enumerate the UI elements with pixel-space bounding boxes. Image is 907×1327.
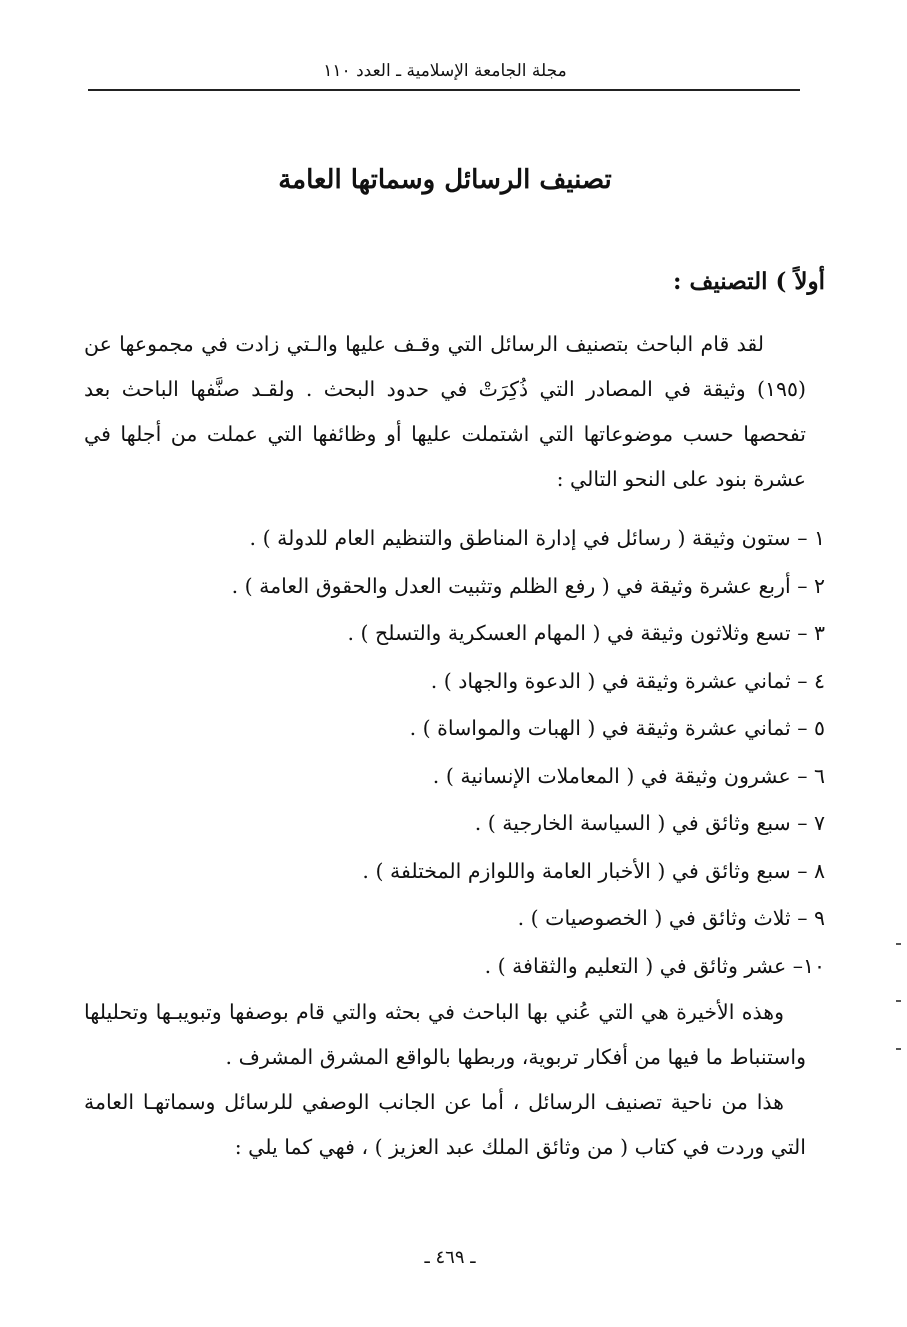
header-rule bbox=[88, 89, 800, 91]
running-header: مجلة الجامعة الإسلامية ـ العدد ١١٠ bbox=[323, 61, 567, 81]
list-item: ١٠– عشر وثائق في ( التعليم والثقافة ) . bbox=[484, 953, 825, 978]
classification-list bbox=[145, 515, 825, 990]
margin-mark bbox=[896, 1000, 901, 1002]
list-item: ٥ – ثماني عشرة وثيقة في ( الهبات والمواساة ) . bbox=[409, 716, 825, 740]
transition-paragraph: هذا من ناحية تصنيف الرسائل ، أما عن الجانب الوصفي للرسائل وسماتهـا العامة التي وردت في كتاب ( من وثائق الملك عبد العزيز ) ، فهي كما يلي : bbox=[84, 1090, 806, 1159]
intro-paragraph: لقد قام الباحث بتصنيف الرسائل التي وقـف عليها والـتي زادت في مجموعها عن (١٩٥) وثيقة في المصادر التي ذُكِرَتْ في حدود البحث . ولقـد صنَّفها الباحث بعد تفحصها حسب موضوعاتها التي اشتملت عليها أو وظائفها التي عملت من أجلها في عشرة بنود على النحو التالي : bbox=[84, 332, 806, 491]
list-item: ٨ – سبع وثائق في ( الأخبار العامة واللوازم المختلفة ) . bbox=[362, 858, 825, 883]
section-heading: أولاً ) التصنيف : bbox=[673, 268, 825, 295]
margin-mark bbox=[896, 943, 901, 945]
margin-mark bbox=[896, 1048, 901, 1050]
closing-paragraph: وهذه الأخيرة هي التي عُني بها الباحث في بحثه والتي قام بوصفها وتبويبـها وتحليلها واستنباط ما فيها من أفكار تربوية، وربطها بالواقع المشرق المشرف . bbox=[84, 1000, 806, 1069]
list-item: ٩ – ثلاث وثائق في ( الخصوصيات ) . bbox=[517, 906, 825, 930]
list-item: ١ – ستون وثيقة ( رسائل في إدارة المناطق والتنظيم العام للدولة ) . bbox=[249, 526, 825, 550]
list-item: ٤ – ثماني عشرة وثيقة في ( الدعوة والجهاد ) . bbox=[430, 668, 825, 693]
page-title: تصنيف الرسائل وسماتها العامة bbox=[278, 165, 612, 195]
list-item: ٦ – عشرون وثيقة في ( المعاملات الإنسانية ) . bbox=[432, 763, 825, 788]
list-item: ٣ – تسع وثلاثون وثيقة في ( المهام العسكرية والتسلح ) . bbox=[347, 621, 825, 645]
list-item: ٧ – سبع وثائق في ( السياسة الخارجية ) . bbox=[474, 811, 825, 835]
list-item: ٢ – أربع عشرة وثيقة في ( رفع الظلم وتثبيت العدل والحقوق العامة ) . bbox=[231, 573, 825, 598]
page-number: ـ ٤٦٩ ـ bbox=[424, 1247, 476, 1268]
